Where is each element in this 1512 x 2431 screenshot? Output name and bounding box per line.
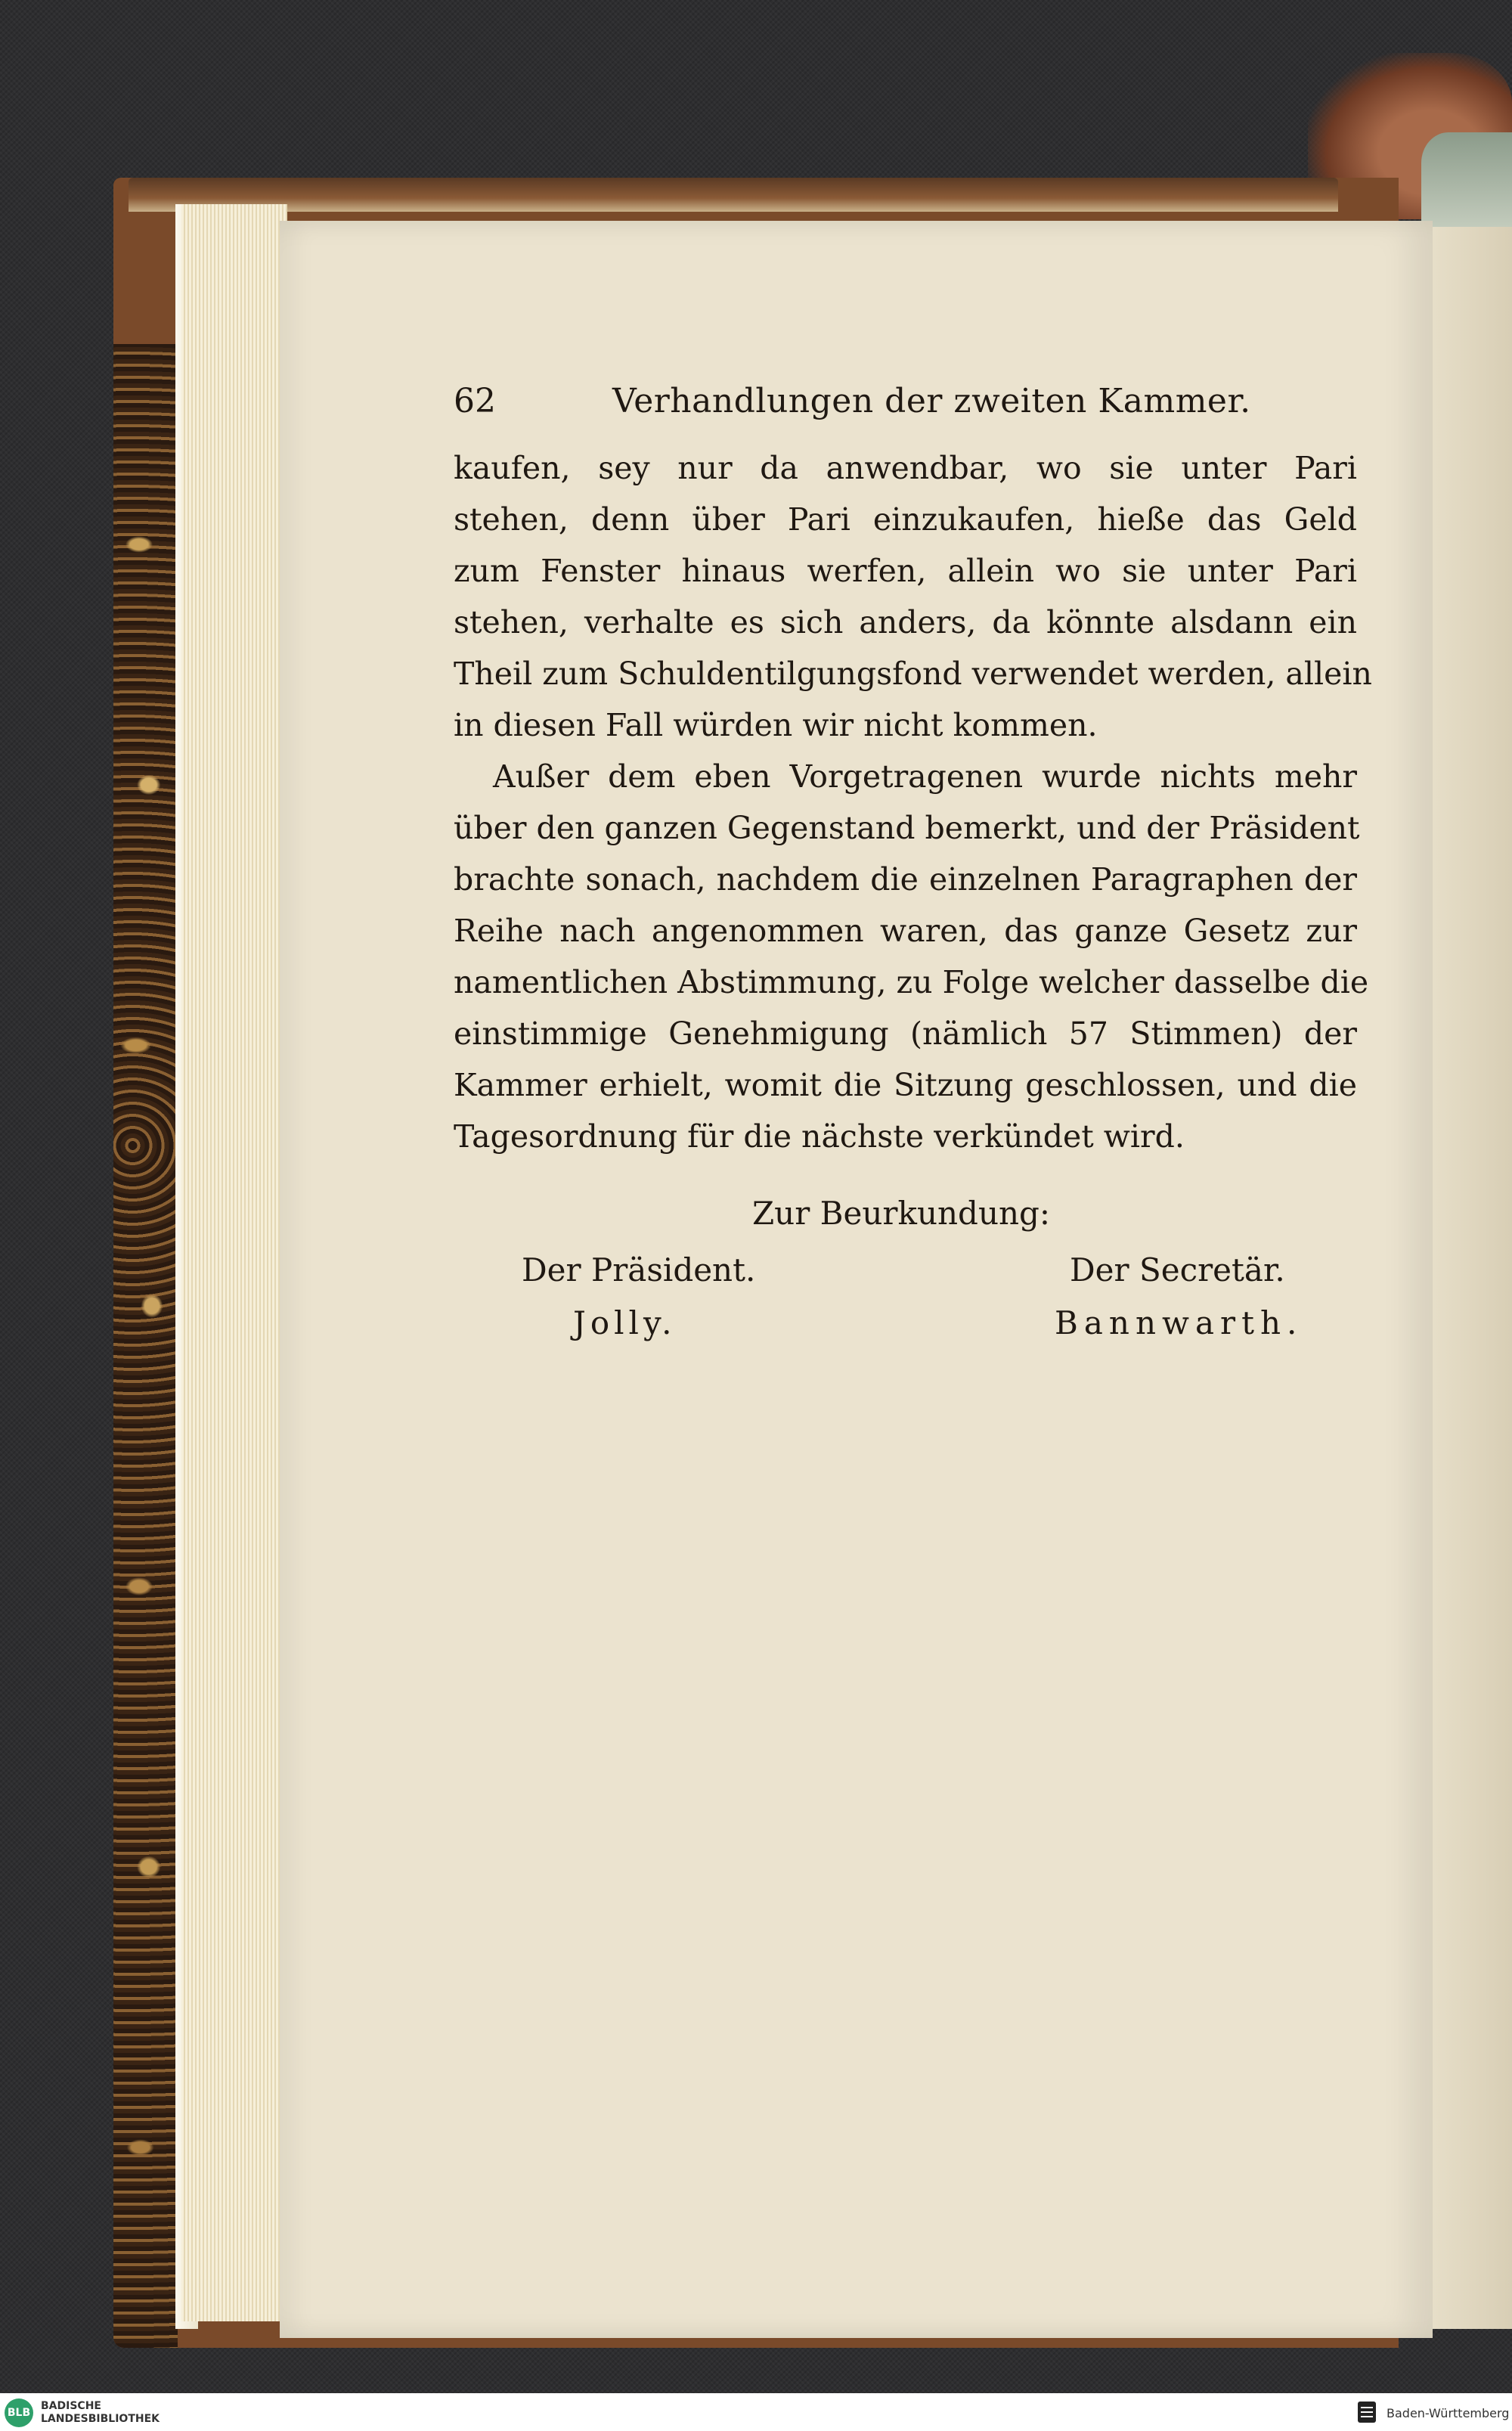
text-line: stehen, denn über Pari einzukaufen, hieße das Geld (454, 501, 1357, 538)
cover-top-edge (129, 178, 1338, 212)
footer-bar (0, 2393, 1512, 2431)
president-title: Der Präsident. (522, 1251, 756, 1288)
text-line: kaufen, sey nur da anwendbar, wo sie unter Pari (454, 450, 1357, 486)
running-title: Verhandlungen der zweiten Kammer. (612, 382, 1251, 420)
library-name[interactable] (41, 2400, 160, 2426)
book-spine (1421, 132, 1512, 234)
text-line: Außer dem eben Vorgetragenen wurde nichts mehr (493, 758, 1357, 795)
text-line: Tagesordnung für die nächste verkündet wird. (454, 1118, 1185, 1155)
signature-heading: Zur Beurkundung: (752, 1195, 1051, 1232)
text-line: über den ganzen Gegenstand bemerkt, und der Präsident (454, 810, 1360, 846)
library-name-line2: LANDESBIBLIOTHEK (41, 2413, 160, 2425)
text-line: einstimmige Genehmigung (nämlich 57 Stimmen) der (454, 1016, 1357, 1052)
text-line: stehen, verhalte es sich anders, da könnte alsdann ein (454, 604, 1357, 640)
body-text (454, 442, 1372, 1162)
baden-wuerttemberg-crest-icon[interactable] (1353, 2398, 1380, 2426)
library-name-line1: BADISCHE (41, 2400, 101, 2412)
text-line: Reihe nach angenommen waren, das ganze Gesetz zur (454, 913, 1357, 949)
facing-page (1429, 227, 1512, 2329)
blb-logo-icon[interactable]: BLB (5, 2398, 33, 2427)
secretary-name: Bannwarth. (1055, 1304, 1303, 1341)
text-line: zum Fenster hinaus werfen, allein wo sie unter Pari (454, 553, 1357, 589)
secretary-title: Der Secretär. (1070, 1251, 1285, 1288)
page-stack (181, 204, 287, 2321)
page-number: 62 (454, 382, 496, 420)
president-name: Jolly. (573, 1304, 677, 1341)
text-line: Theil zum Schuldentilgungsfond verwendet werden, allein (454, 656, 1372, 692)
text-line: Kammer erhielt, womit die Sitzung geschlossen, und die (454, 1067, 1357, 1103)
state-name[interactable]: Baden-Württemberg (1387, 2406, 1510, 2420)
text-line: namentlichen Abstimmung, zu Folge welcher dasselbe die (454, 964, 1369, 1000)
text-line: in diesen Fall würden wir nicht kommen. (454, 707, 1098, 743)
marbled-cover-edge (113, 344, 178, 2348)
text-line: brachte sonach, nachdem die einzelnen Paragraphen der (454, 861, 1357, 898)
